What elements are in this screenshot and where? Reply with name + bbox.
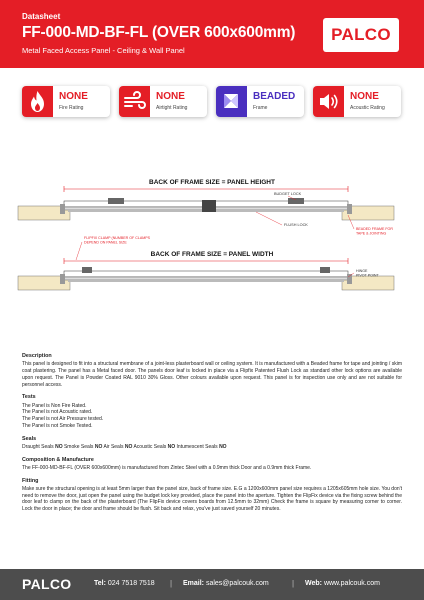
flipfix-clamp-label-line1: FLIPFIX CLAMP (NUMBER OF CLAMPS — [84, 236, 151, 240]
composition-text: The FF-000-MD-BF-FL (OVER 600x600mm) is manufactured from Zintec Steel with a 0.9mm thick Door and a 0.9mm thick Frame. — [22, 464, 312, 471]
panel-width-label: BACK OF FRAME SIZE = PANEL WIDTH — [150, 251, 274, 258]
seal-value: NO — [94, 443, 103, 450]
acoustic-rating-label: Acoustic Rating — [350, 105, 385, 111]
seals-text — [22, 444, 402, 451]
composition-section — [22, 457, 402, 472]
footer-separator: | — [170, 579, 173, 588]
phone-label: Tel: — [94, 580, 106, 587]
palco-logo — [323, 18, 399, 52]
email-link[interactable]: sales@palcouk.com — [205, 580, 269, 587]
seal-value: NO — [167, 443, 176, 450]
product-subtitle: Metal Faced Access Panel - Ceiling & Wall Panel — [22, 46, 185, 55]
seal-label: Intumescent Seals — [175, 443, 220, 450]
email-label: Email: — [183, 580, 205, 587]
pivot-point-label: PIVOT POINT — [356, 273, 379, 278]
seal-label: Acoustic Seals — [132, 443, 168, 450]
seal-value: NO — [124, 443, 133, 450]
frame-rating-value: BEADED — [253, 91, 296, 102]
bottom-section-view — [18, 267, 394, 290]
panel-height-label: BACK OF FRAME SIZE = PANEL HEIGHT — [149, 179, 275, 186]
flipfix-clamp-label-line2: DEPEND ON PANEL SIZE — [84, 240, 127, 245]
seals-section — [22, 436, 402, 451]
airtight-rating-label: Airtight Rating — [156, 105, 188, 111]
seal-value: NO — [55, 443, 63, 450]
test-item: The Panel is not Air Pressure tested. — [22, 416, 104, 423]
description-text: This panel is designed to fit into a structural membrane of a joint-less plasterboard wall or ceiling system. It is manufactured with a Beaded frame for tape and jointing / skim coat plastering. The panel has a Metal faced door. The panels door leaf is locked in place via a Flipfix Patented Flush Lock as standard other lock options are available upon request. The Panel is Powder Coated RAL 9010 30% Gloss. Other colours available upon request. This panel is for inspection use only and are not suitable for personnel access. — [22, 361, 402, 388]
flame-icon — [22, 86, 53, 117]
composition-heading: Composition & Manufacture — [22, 456, 94, 463]
frame-rating-label: Frame — [253, 105, 268, 111]
wind-icon — [119, 86, 150, 117]
datasheet-content — [22, 353, 402, 519]
flush-lock-label: FLUSH LOCK — [284, 223, 308, 227]
airtight-rating-value: NONE — [156, 91, 185, 102]
fire-rating-card — [22, 86, 110, 117]
test-item: The Panel is Non Fire Rated. — [22, 402, 87, 409]
seals-heading: Seals — [22, 435, 37, 442]
seal-label: Draught Seals — [22, 443, 56, 450]
tests-heading: Tests — [22, 394, 36, 401]
website-link[interactable]: www.palcouk.com — [323, 580, 380, 587]
airtight-rating-card — [119, 86, 207, 117]
budget-lock-label: BUDGET LOCK — [274, 192, 302, 196]
hinge-label: HINGE — [356, 269, 368, 273]
acoustic-rating-value: NONE — [350, 91, 379, 102]
phone-number[interactable]: 024 7518 7518 — [107, 580, 155, 587]
footer-bar — [0, 569, 424, 600]
header-banner — [0, 0, 424, 68]
test-item: The Panel is not Acoustic rated. — [22, 409, 93, 416]
technical-drawing — [12, 168, 412, 300]
description-heading: Description — [22, 353, 52, 359]
frame-rating-card — [216, 86, 304, 117]
footer-web — [305, 580, 380, 587]
beaded-frame-label-line2: TAPE & JOINTING — [356, 231, 387, 236]
frame-icon — [216, 86, 247, 117]
footer-email — [183, 580, 269, 587]
product-title: FF-000-MD-BF-FL (OVER 600x600mm) — [22, 24, 296, 41]
description-section — [22, 353, 402, 388]
speaker-icon — [313, 86, 344, 117]
datasheet-label: Datasheet — [22, 12, 61, 21]
seal-label: Smoke Seals — [62, 443, 95, 450]
web-label: Web: — [305, 580, 322, 587]
top-section-view — [18, 198, 394, 220]
footer-logo: PALCO — [22, 576, 72, 592]
fitting-heading: Fitting — [22, 477, 39, 484]
fire-rating-label: Fire Rating — [59, 105, 84, 111]
fire-rating-value: NONE — [59, 91, 88, 102]
tests-section — [22, 394, 402, 429]
palco-logo-text: PALCO — [331, 25, 391, 44]
acoustic-rating-card — [313, 86, 401, 117]
fitting-section — [22, 478, 402, 513]
seal-value: NO — [219, 443, 227, 450]
footer-separator: | — [292, 579, 295, 588]
beaded-frame-label-line1: BEADED FRAME FOR — [356, 227, 393, 231]
footer-phone — [94, 580, 155, 587]
test-item: The Panel is not Smoke Tested. — [22, 422, 93, 429]
seal-label: Air Seals — [102, 443, 125, 450]
fitting-text: Make sure the structural opening is at least 5mm larger than the panel size, back of frame size. E.G a 1200x600mm panel size requires a 1205x605mm hole size. You don't need to remove the door, just open the panel using the budget lock key provided, place the panel into the aperture. Tighten the FlipFix device via the fixing screw behind the door leaf to clamp on the back of the plasterboard (The FlipFix device covers boards from 12.5mm to 32mm) Check the frame is square by measuring corner to corner. Lock the door in place; the door and frame should be flush. Sit back and relax, you've just saved yourself 20 minutes. — [22, 485, 402, 513]
